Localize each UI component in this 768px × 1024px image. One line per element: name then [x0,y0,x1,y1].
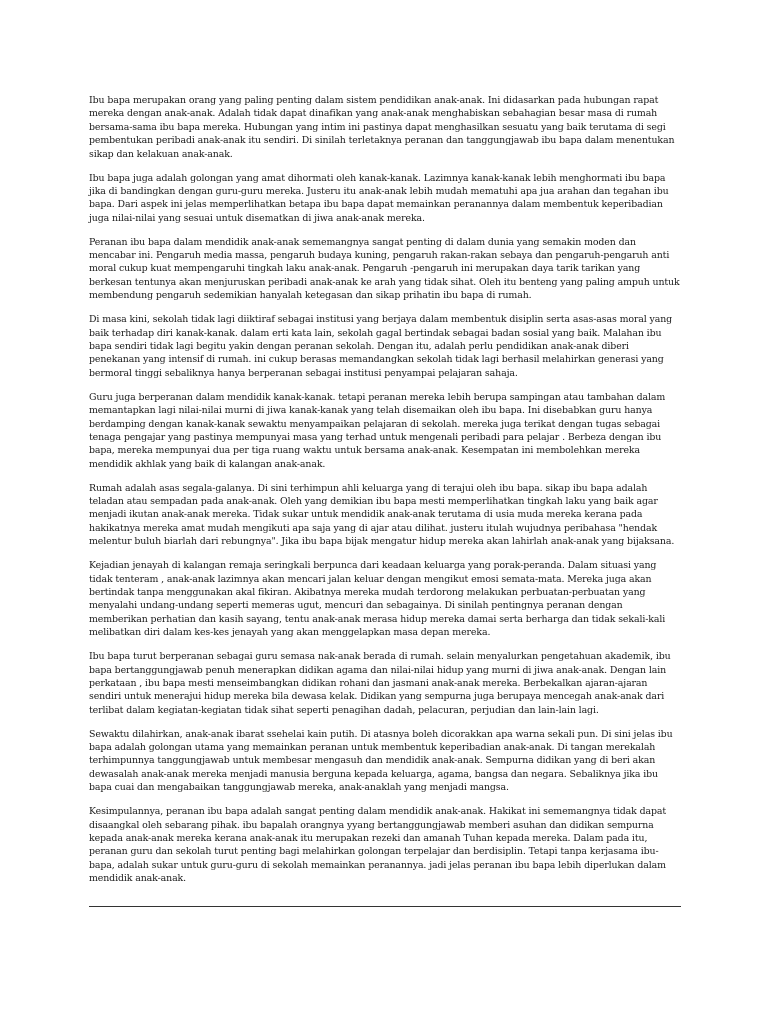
footer-rule [89,906,681,907]
paragraph-1: Ibu bapa merupakan orang yang paling penting dalam sistem pendidikan anak-anak. Ini didasarkan pada hubungan rapat mereka dengan anak-anak. Adalah tidak dapat dinafikan yang anak-anak menghabiskan sebahagian besar masa di rumah bersama-sama ibu bapa mereka. Hubungan yang intim ini pastinya dapat menghasilkan sesuatu yang baik terutama di segi pembentukan peribadi anak-anak itu sendiri. Di sinilah terletaknya peranan dan tanggungjawab ibu bapa dalam menentukan sikap dan kelakuan anak-anak. [89,95,675,160]
paragraph-7: Kejadian jenayah di kalangan remaja seringkali berpunca dari keadaan keluarga yang porak-peranda. Dalam situasi yang tidak tenteram , anak-anak lazimnya akan mencari jalan keluar dengan mengikut emosi semata-mata. Mereka juga akan bertindak tanpa menggunakan akal fikiran. Akibatnya mereka mudah terdorong melakukan perbuatan-perbuatan yang menyalahi undang-undang seperti memeras ugut, mencuri dan sebagainya. Di sinilah pentingnya peranan dengan memberikan perhatian dan kasih sayang, tentu anak-anak merasa hidup mereka damai serta berharga dan tidak sekali-kali melibatkan diri dalam kes-kes jenayah yang akan menggelapkan masa depan mereka. [89,560,666,639]
document-body [89,94,681,914]
paragraph-6: Rumah adalah asas segala-galanya. Di sini terhimpun ahli keluarga yang di terajui oleh ibu bapa. sikap ibu bapa adalah teladan atau sempadan pada anak-anak. Oleh yang demikian ibu bapa mesti memperlihatkan tingkah laku yang baik agar menjadi ikutan anak-anak mereka. Tidak sukar untuk mendidik anak-anak terutama di usia muda mereka kerana pada hakikatnya mereka amat mudah mengikuti apa saja yang di ajar atau dilihat. justeru itulah wujudnya peribahasa "hendak melentur buluh biarlah dari rebungnya". Jika ibu bapa bijak mengatur hidup mereka akan lahirlah anak-anak yang bijaksana. [89,482,675,548]
paragraph-5: Guru juga berperanan dalam mendidik kanak-kanak. tetapi peranan mereka lebih berupa sampingan atau tambahan dalam memantapkan lagi nilai-nilai murni di jiwa kanak-kanak yang telah disemaikan oleh ibu bapa. Ini disebabkan guru hanya berdamping dengan kanak-kanak sewaktu menyampaikan pelajaran di sekolah. mereka juga terikat dengan tugas sebagai tenaga pengajar yang pastinya mempunyai masa yang terhad untuk mengenali peribadi para pelajar . Berbeza dengan ibu bapa, mereka mempunyai dua per tiga ruang waktu untuk bersama anak-anak. Kesempatan ini membolehkan mereka mendidik akhlak yang baik di kalangan anak-anak. [89,391,666,470]
paragraph-9: Sewaktu dilahirkan, anak-anak ibarat ssehelai kain putih. Di atasnya boleh dicorakkan apa warna sekali pun. Di sini jelas ibu bapa adalah golongan utama yang memainkan peranan untuk membentuk keperibadian anak-anak. Di tangan merekalah terhimpunnya tanggungjawab untuk membesar mengasuh dan mendidik anak-anak. Sempurna didikan yang di beri akan dewasalah anak-anak mereka menjadi manusia berguna kepada keluarga, agama, bangsa dan negara. Sebaliknya jika ibu bapa cuai dan mengabaikan tanggungjawab mereka, anak-anaklah yang menjadi mangsa. [89,728,673,794]
paragraph-8: Ibu bapa turut berperanan sebagai guru semasa nak-anak berada di rumah. selain menyalurkan pengetahuan akademik, ibu bapa bertanggungjawab penuh menerapkan didikan agama dan nilai-nilai hidup yang murni di jiwa anak-anak. Dengan lain perkataan , ibu bapa mesti menseimbangkan didikan rohani dan jasmani anak-anak mereka. Berbekalkan ajaran-ajaran sendiri untuk menerajui hidup mereka bila dewasa kelak. Didikan yang sempurna juga berupaya mencegah anak-anak dari terlibat dalam kegiatan-kegiatan tidak sihat seperti penagihan dadah, pelacuran, perjudian dan lain-lain lagi. [89,651,671,716]
paragraph-4: Di masa kini, sekolah tidak lagi diiktiraf sebagai institusi yang berjaya dalam membentuk disiplin serta asas-asas moral yang baik terhadap diri kanak-kanak. dalam erti kata lain, sekolah gagal bertindak sebagai badan sosial yang baik. Malahan ibu bapa sendiri tidak lagi begitu yakin dengan peranan sekolah. Dengan itu, adalah perlu pendidikan anak-anak diberi penekanan yang intensif di rumah. ini cukup berasas memandangkan sekolah tidak lagi berhasil melahirkan generasi yang bermoral tinggi sebaliknya hanya berperanan sebagai institusi penyampai pelajaran sahaja. [89,314,673,379]
paragraph-2: Ibu bapa juga adalah golongan yang amat dihormati oleh kanak-kanak. Lazimnya kanak-kanak lebih menghormati ibu bapa jika di bandingkan dengan guru-guru mereka. Justeru itu anak-anak lebih mudah mematuhi apa jua arahan dan tegahan ibu bapa. Dari aspek ini jelas memperlihatkan betapa ibu bapa dapat memainkan peranannya dalam membentuk keperibadian juga nilai-nilai yang sesuai untuk disematkan di jiwa anak-anak mereka. [89,172,669,224]
paragraph-10: Kesimpulannya, peranan ibu bapa adalah sangat penting dalam mendidik anak-anak. Hakikat ini sememangnya tidak dapat disaangkal oleh sebarang pihak. ibu bapalah orangnya yyang bertanggungjawab memberi asuhan dan didikan sempurna kepada anak-anak mereka kerana anak-anak itu merupakan rezeki dan amanah Tuhan kepada mereka. Dalam pada itu, peranan guru dan sekolah turut penting bagi melahirkan golongan terpelajar dan berdisiplin. Tetapi tanpa kerjasama ibu-bapa, adalah sukar untuk guru-guru di sekolah memainkan peranannya. jadi jelas peranan ibu bapa lebih diperlukan dalam mendidik anak-anak. [89,806,667,885]
paragraph-3: Peranan ibu bapa dalam mendidik anak-anak sememangnya sangat penting di dalam dunia yang semakin moden dan mencabar ini. Pengaruh media massa, pengaruh budaya kuning, pengaruh rakan-rakan sebaya dan pengaruh-pengaruh anti moral cukup kuat mempengaruhi tingkah laku anak-anak. Pengaruh -pengaruh ini merupakan daya tarik tarikan yang berkesan tentunya akan menjuruskan peribadi anak-anak ke arah yang tidak sihat. Oleh itu benteng yang paling ampuh untuk membendung pengaruh sedemikian hanyalah ketegasan dan sikap prihatin ibu bapa di rumah. [89,236,680,302]
